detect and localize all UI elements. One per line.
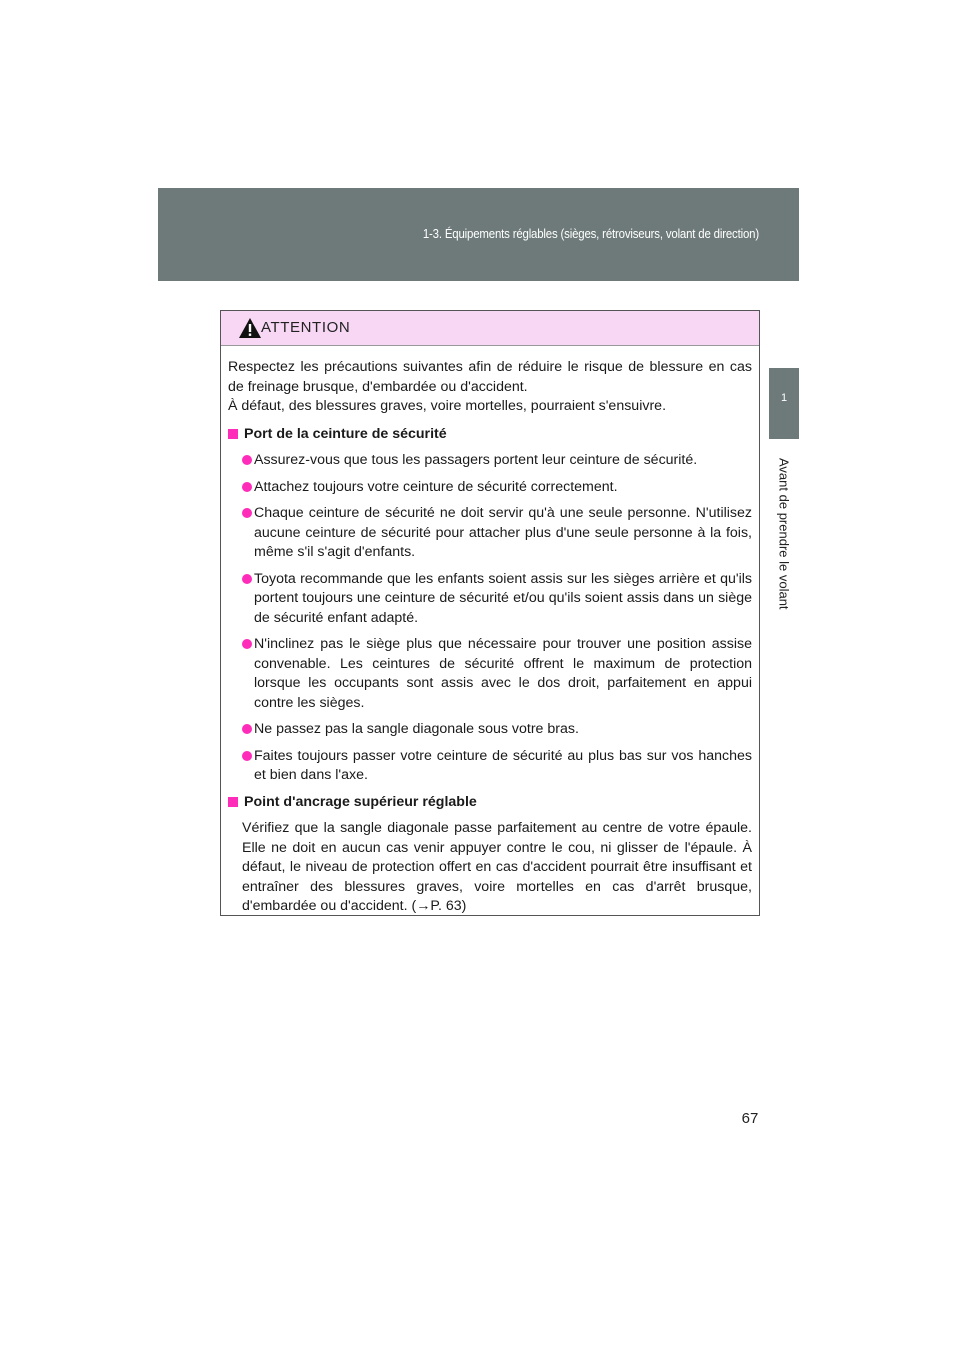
round-bullet-icon: [242, 639, 252, 649]
list-item: [228, 720, 752, 740]
warning-header: [221, 311, 759, 346]
list-item: [228, 451, 752, 471]
list-item: [228, 570, 752, 629]
round-bullet-icon: [242, 508, 252, 518]
list-item-text: Toyota recommande que les enfants soient assis sur les sièges arrière et qu'ils portent toujours une ceinture de sécurité et/ou qu'ils soient assis dans un siège de sécurité enfant adapté.: [254, 570, 752, 626]
side-header-strip: [769, 188, 799, 281]
chapter-tab: [769, 368, 799, 439]
section-heading-text: Port de la ceinture de sécurité: [244, 425, 447, 442]
warning-intro-line2: À défaut, des blessures graves, voire mortelles, pourraient s'ensuivre.: [228, 398, 667, 414]
warning-body: [221, 346, 759, 917]
section-heading-text: Point d'ancrage supérieur réglable: [244, 793, 477, 810]
list-item-text: Attachez toujours votre ceinture de sécurité correctement.: [254, 478, 618, 495]
round-bullet-icon: [242, 455, 252, 465]
list-item-text: Ne passez pas la sangle diagonale sous votre bras.: [254, 721, 579, 737]
warning-intro-line1: Respectez les précautions suivantes afin de réduire le risque de blessure en cas de freinage brusque, d'embardée ou d'accident.: [228, 359, 752, 395]
round-bullet-icon: [242, 482, 252, 492]
list-item: [228, 478, 752, 498]
list-item-text: Assurez-vous que tous les passagers portent leur ceinture de sécurité.: [254, 452, 698, 468]
chapter-title: 1-3. Équipements réglables (sièges, rétroviseurs, volant de direction): [422, 226, 759, 241]
chapter-tab-number: 1: [780, 392, 788, 404]
list-item-text: Faites toujours passer votre ceinture de sécurité au plus bas sur vos hanches et bien dans l'axe.: [254, 747, 752, 783]
warning-title: ATTENTION: [261, 319, 351, 336]
section-heading-seatbelt: [228, 425, 752, 445]
list-item-text: Chaque ceinture de sécurité ne doit servir qu'à une seule personne. N'utilisez aucune ceinture de sécurité pour attacher plus d'une seule personne à la fois, même s'il s'agit d'enfants.: [254, 505, 752, 560]
warning-box: [220, 310, 760, 916]
round-bullet-icon: [242, 751, 252, 761]
list-item: [228, 747, 752, 786]
warning-triangle-icon: [238, 317, 262, 339]
section-heading-anchor: [228, 793, 752, 813]
list-item: [228, 635, 752, 713]
square-bullet-icon: [228, 797, 238, 807]
page-number: 67: [741, 1110, 759, 1127]
list-item: [228, 504, 752, 563]
round-bullet-icon: [242, 574, 252, 584]
page-header-band: [158, 188, 799, 281]
round-bullet-icon: [242, 724, 252, 734]
chapter-tab-label: [770, 458, 798, 618]
list-item-text: N'inclinez pas le siège plus que nécessaire pour trouver une position assise convenable. Les ceintures de sécurité offrent le maximum de protection lorsque les occupants sont assis avec le dos droit, parfaitement en appui contre les sièges.: [254, 636, 752, 711]
anchor-paragraph: Vérifiez que la sangle diagonale passe parfaitement au centre de votre épaule. Elle ne doit en aucun cas venir appuyer contre le cou, ni glisser de l'épaule. À défaut, le niveau de protection offert en cas d'accident pourrait être insuffisant et entraîner des blessures graves, voire mortelles en cas d'arrêt brusque, d'embardée ou d'accident. (→P. 63): [242, 820, 752, 914]
chapter-tab-label-text: Avant de prendre le volant: [776, 458, 792, 610]
square-bullet-icon: [228, 429, 238, 439]
warning-intro: [228, 358, 752, 417]
